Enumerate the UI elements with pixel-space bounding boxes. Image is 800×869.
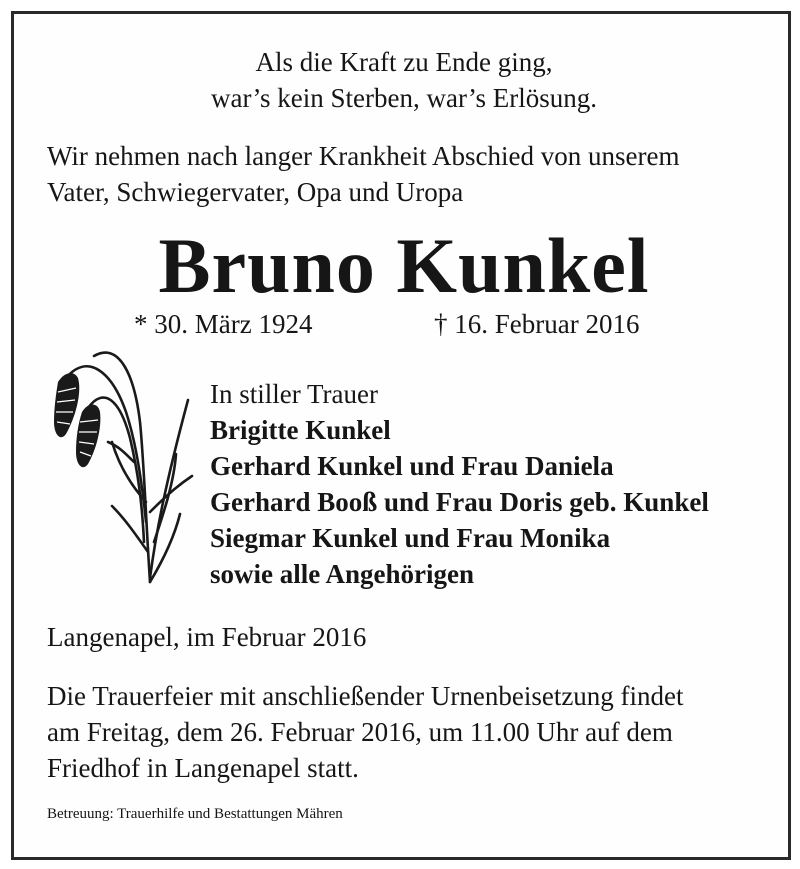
mourner-name: Gerhard Booß und Frau Doris geb. Kunkel	[210, 487, 709, 517]
poem-line-2: war’s kein Sterben, war’s Erlösung.	[211, 83, 597, 113]
footer-credit: Betreuung: Trauerhilfe und Bestattungen Mähren	[47, 806, 343, 822]
mourners-heading: In stiller Trauer	[210, 379, 378, 409]
intro-line-2: Vater, Schwiegervater, Opa und Uropa	[47, 177, 464, 207]
death-date: † 16. Februar 2016	[434, 309, 640, 339]
obituary-frame	[11, 11, 791, 860]
wheat-icon	[38, 342, 198, 592]
mourner-name: sowie alle Angehörigen	[210, 559, 474, 589]
mourner-name: Siegmar Kunkel und Frau Monika	[210, 523, 611, 553]
ceremony-line-3: Friedhof in Langenapel statt.	[47, 753, 359, 783]
ceremony-line-1: Die Trauerfeier mit anschließender Urnenbeisetzung findet	[47, 681, 684, 711]
poem-line-1: Als die Kraft zu Ende ging,	[255, 47, 553, 77]
intro-line-1: Wir nehmen nach langer Krankheit Abschied von unserem	[47, 141, 680, 171]
mourners-block	[210, 376, 709, 592]
mourner-name: Brigitte Kunkel	[210, 415, 391, 445]
place-date: Langenapel, im Februar 2016	[47, 622, 367, 652]
mourner-name: Gerhard Kunkel und Frau Daniela	[210, 451, 614, 481]
birth-date: * 30. März 1924	[134, 309, 313, 339]
ceremony-line-2: am Freitag, dem 26. Februar 2016, um 11.00 Uhr auf dem	[47, 717, 673, 747]
deceased-name: Bruno Kunkel	[158, 222, 650, 309]
